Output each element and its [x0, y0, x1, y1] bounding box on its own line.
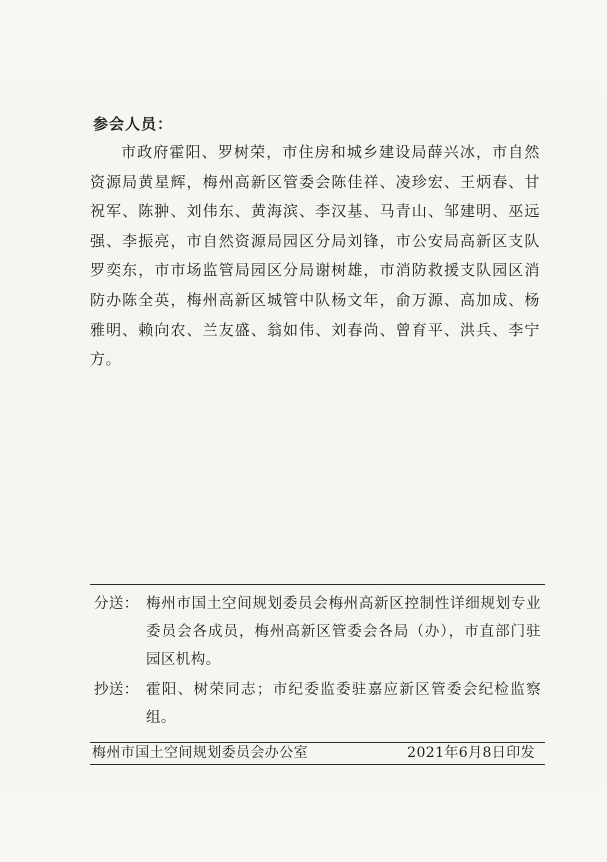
attendees-list: 市政府霍阳、罗树荣，市住房和城乡建设局薛兴冰，市自然资源局黄星辉，梅州高新区管委会陈佳祥、凌珍宏、王炳春、甘祝军、陈翀、刘伟东、黄海滨、李汉基、马青山、邹建明、巫远强、李振亮，市自然资源局园区分局刘锋，市公安局高新区支队罗奕东，市市场监管局园区分局谢树雄，市消防救援支队园区消防办陈全英，梅州高新区城管中队杨文年，俞万源、高加成、杨雅明、赖向农、兰友盛、翁如伟、刘春尚、曾育平、洪兵、李宁方。 — [90, 143, 540, 369]
divider-bottom — [90, 764, 545, 765]
copy-to-label: 抄送： — [94, 682, 139, 698]
copy-to-text: 霍阳、树荣同志；市纪委监委驻嘉应新区管委会纪检监察组。 — [146, 682, 541, 726]
distribution-to-label: 分送： — [94, 596, 139, 612]
distribution-to — [90, 590, 545, 674]
issue-date: 2021年6月8日印发 — [407, 745, 535, 761]
attendees-heading: 参会人员： — [93, 115, 174, 133]
issuer-name: 梅州市国土空间规划委员会办公室 — [92, 745, 308, 761]
copy-to — [90, 676, 545, 732]
divider-top — [90, 584, 545, 585]
issuance-footer — [90, 743, 545, 764]
distribution-to-text: 梅州市国土空间规划委员会梅州高新区控制性详细规划专业委员会各成员，梅州高新区管委会各局（办），市直部门驻园区机构。 — [146, 596, 541, 668]
